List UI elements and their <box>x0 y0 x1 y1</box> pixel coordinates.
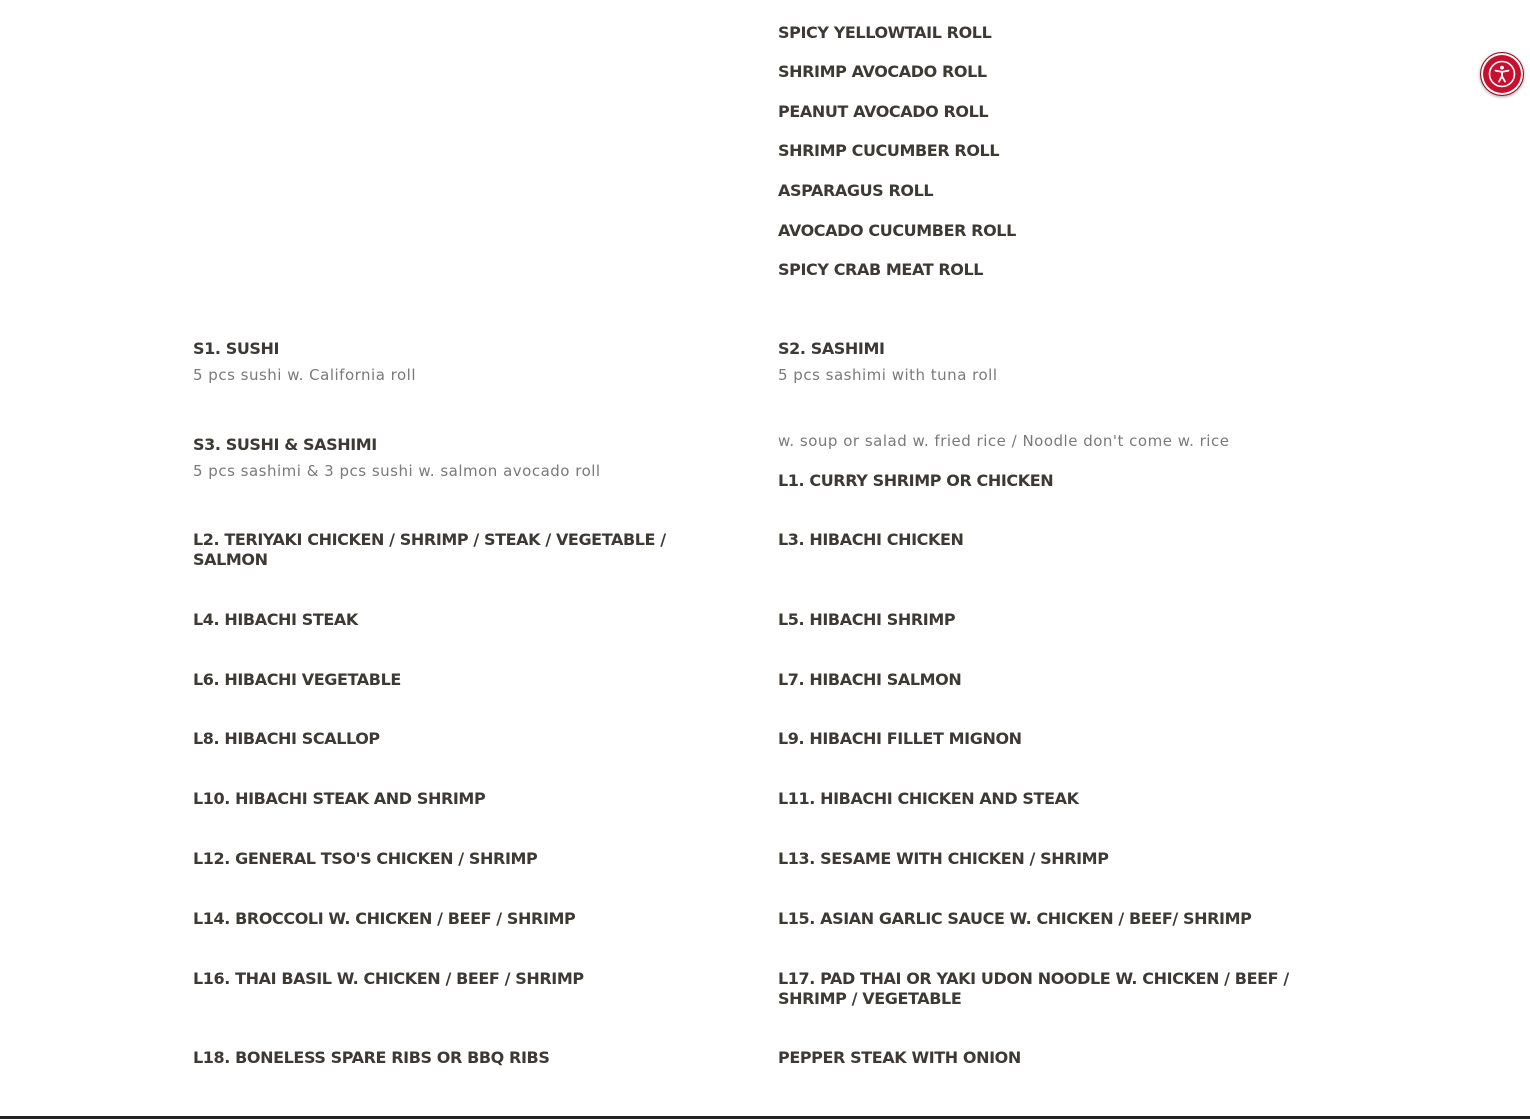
menu-item-s2-title: S2. SASHIMI <box>778 339 885 358</box>
menu-item-l11: L11. HIBACHI CHICKEN AND STEAK <box>778 789 1079 808</box>
menu-item-spicy-yellowtail-roll: SPICY YELLOWTAIL ROLL <box>778 23 992 42</box>
menu-item-l7: L7. HIBACHI SALMON <box>778 670 962 689</box>
accessibility-icon <box>1487 59 1517 89</box>
menu-item-peanut-avocado-roll: PEANUT AVOCADO ROLL <box>778 102 989 121</box>
menu-item-pepper-steak: PEPPER STEAK WITH ONION <box>778 1048 1021 1067</box>
menu-item-s3-title: S3. SUSHI & SASHIMI <box>193 435 377 454</box>
menu-item-l17: L17. PAD THAI OR YAKI UDON NOODLE W. CHICKEN / BEEF / SHRIMP / VEGETABLE <box>778 969 1289 1008</box>
accessibility-button[interactable] <box>1480 52 1524 96</box>
menu-item-l13: L13. SESAME WITH CHICKEN / SHRIMP <box>778 849 1109 868</box>
menu-item-s3-description: 5 pcs sashimi & 3 pcs sushi w. salmon avocado roll <box>193 462 601 480</box>
menu-item-shrimp-cucumber-roll: SHRIMP CUCUMBER ROLL <box>778 141 1000 160</box>
menu-item-l6: L6. HIBACHI VEGETABLE <box>193 670 401 689</box>
menu-item-shrimp-avocado-roll: SHRIMP AVOCADO ROLL <box>778 62 987 81</box>
menu-item-l2: L2. TERIYAKI CHICKEN / SHRIMP / STEAK / VEGETABLE / SALMON <box>193 530 666 569</box>
menu-item-l12: L12. GENERAL TSO'S CHICKEN / SHRIMP <box>193 849 538 868</box>
menu-item-l8: L8. HIBACHI SCALLOP <box>193 729 380 748</box>
menu-item-s2-description: 5 pcs sashimi with tuna roll <box>778 366 998 384</box>
menu-item-l15: L15. ASIAN GARLIC SAUCE W. CHICKEN / BEEF/ SHRIMP <box>778 909 1252 928</box>
menu-item-l1: L1. CURRY SHRIMP OR CHICKEN <box>778 471 1054 490</box>
menu-item-l4: L4. HIBACHI STEAK <box>193 610 358 629</box>
menu-item-s1-title: S1. SUSHI <box>193 339 280 358</box>
menu-item-l16: L16. THAI BASIL W. CHICKEN / BEEF / SHRIMP <box>193 969 584 988</box>
menu-item-l18: L18. BONELESS SPARE RIBS OR BBQ RIBS <box>193 1048 550 1067</box>
lunch-section-note: w. soup or salad w. fried rice / Noodle don't come w. rice <box>778 432 1230 450</box>
menu-item-asparagus-roll: ASPARAGUS ROLL <box>778 181 934 200</box>
menu-item-s1-description: 5 pcs sushi w. California roll <box>193 366 417 384</box>
menu-item-l14: L14. BROCCOLI W. CHICKEN / BEEF / SHRIMP <box>193 909 576 928</box>
menu-item-avocado-cucumber-roll: AVOCADO CUCUMBER ROLL <box>778 221 1016 240</box>
menu-item-l5: L5. HIBACHI SHRIMP <box>778 610 956 629</box>
menu-item-spicy-crab-meat-roll: SPICY CRAB MEAT ROLL <box>778 260 984 279</box>
menu-item-l10: L10. HIBACHI STEAK AND SHRIMP <box>193 789 486 808</box>
menu-item-l3: L3. HIBACHI CHICKEN <box>778 530 964 549</box>
menu-item-l9: L9. HIBACHI FILLET MIGNON <box>778 729 1022 748</box>
